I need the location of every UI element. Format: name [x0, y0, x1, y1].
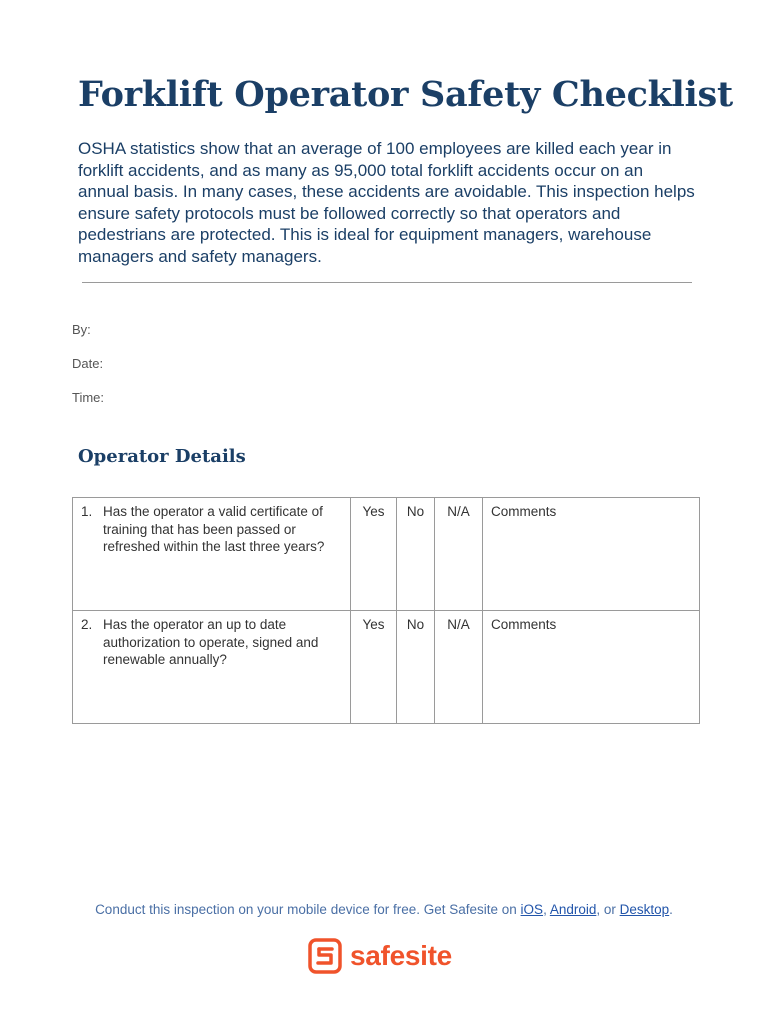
safesite-logo [308, 938, 452, 974]
footer-suffix: . [669, 902, 673, 917]
comments-field[interactable]: Comments [483, 498, 700, 611]
desktop-link[interactable]: Desktop [619, 902, 670, 917]
table-row [73, 611, 700, 724]
footer-text [0, 902, 768, 917]
android-link[interactable]: Android [549, 902, 597, 917]
by-label: By: [72, 322, 91, 337]
table-row [73, 498, 700, 611]
page-title: Forklift Operator Safety Checklist [78, 74, 733, 115]
footer-separator: , or [596, 902, 620, 917]
time-label: Time: [72, 390, 105, 405]
no-option[interactable]: No [397, 498, 435, 611]
footer-prefix: Conduct this inspection on your mobile device for free. Get Safesite on [95, 902, 521, 917]
yes-option[interactable]: Yes [351, 611, 397, 724]
checklist-table [72, 497, 700, 724]
comments-field[interactable]: Comments [483, 611, 700, 724]
question-number: 1. [81, 504, 93, 519]
question-number: 2. [81, 617, 93, 632]
intro-paragraph: OSHA statistics show that an average of 100 employees are killed each year in forklift accidents, and as many as 95,000 total forklift accidents occur on an annual basis. In many cases, these accidents are avoidable. This inspection helps ensure safety protocols must be followed correctly so that operators and pedestrians are protected. This is ideal for equipment managers, warehouse managers and safety managers. [78, 139, 695, 266]
question-cell [73, 498, 351, 611]
divider [82, 282, 692, 283]
question-text: Has the operator a valid certificate of training that has been passed or refreshed within the last three years? [103, 504, 325, 554]
footer-separator: , [543, 902, 550, 917]
date-label: Date: [72, 356, 104, 371]
section-heading: Operator Details [78, 446, 246, 467]
na-option[interactable]: N/A [435, 498, 483, 611]
no-option[interactable]: No [397, 611, 435, 724]
question-cell [73, 611, 351, 724]
ios-link[interactable]: iOS [520, 902, 544, 917]
yes-option[interactable]: Yes [351, 498, 397, 611]
safesite-logo-icon [308, 938, 342, 974]
logo-wordmark: safesite [350, 940, 452, 971]
na-option[interactable]: N/A [435, 611, 483, 724]
question-text: Has the operator an up to date authorization to operate, signed and renewable annually? [103, 617, 319, 667]
